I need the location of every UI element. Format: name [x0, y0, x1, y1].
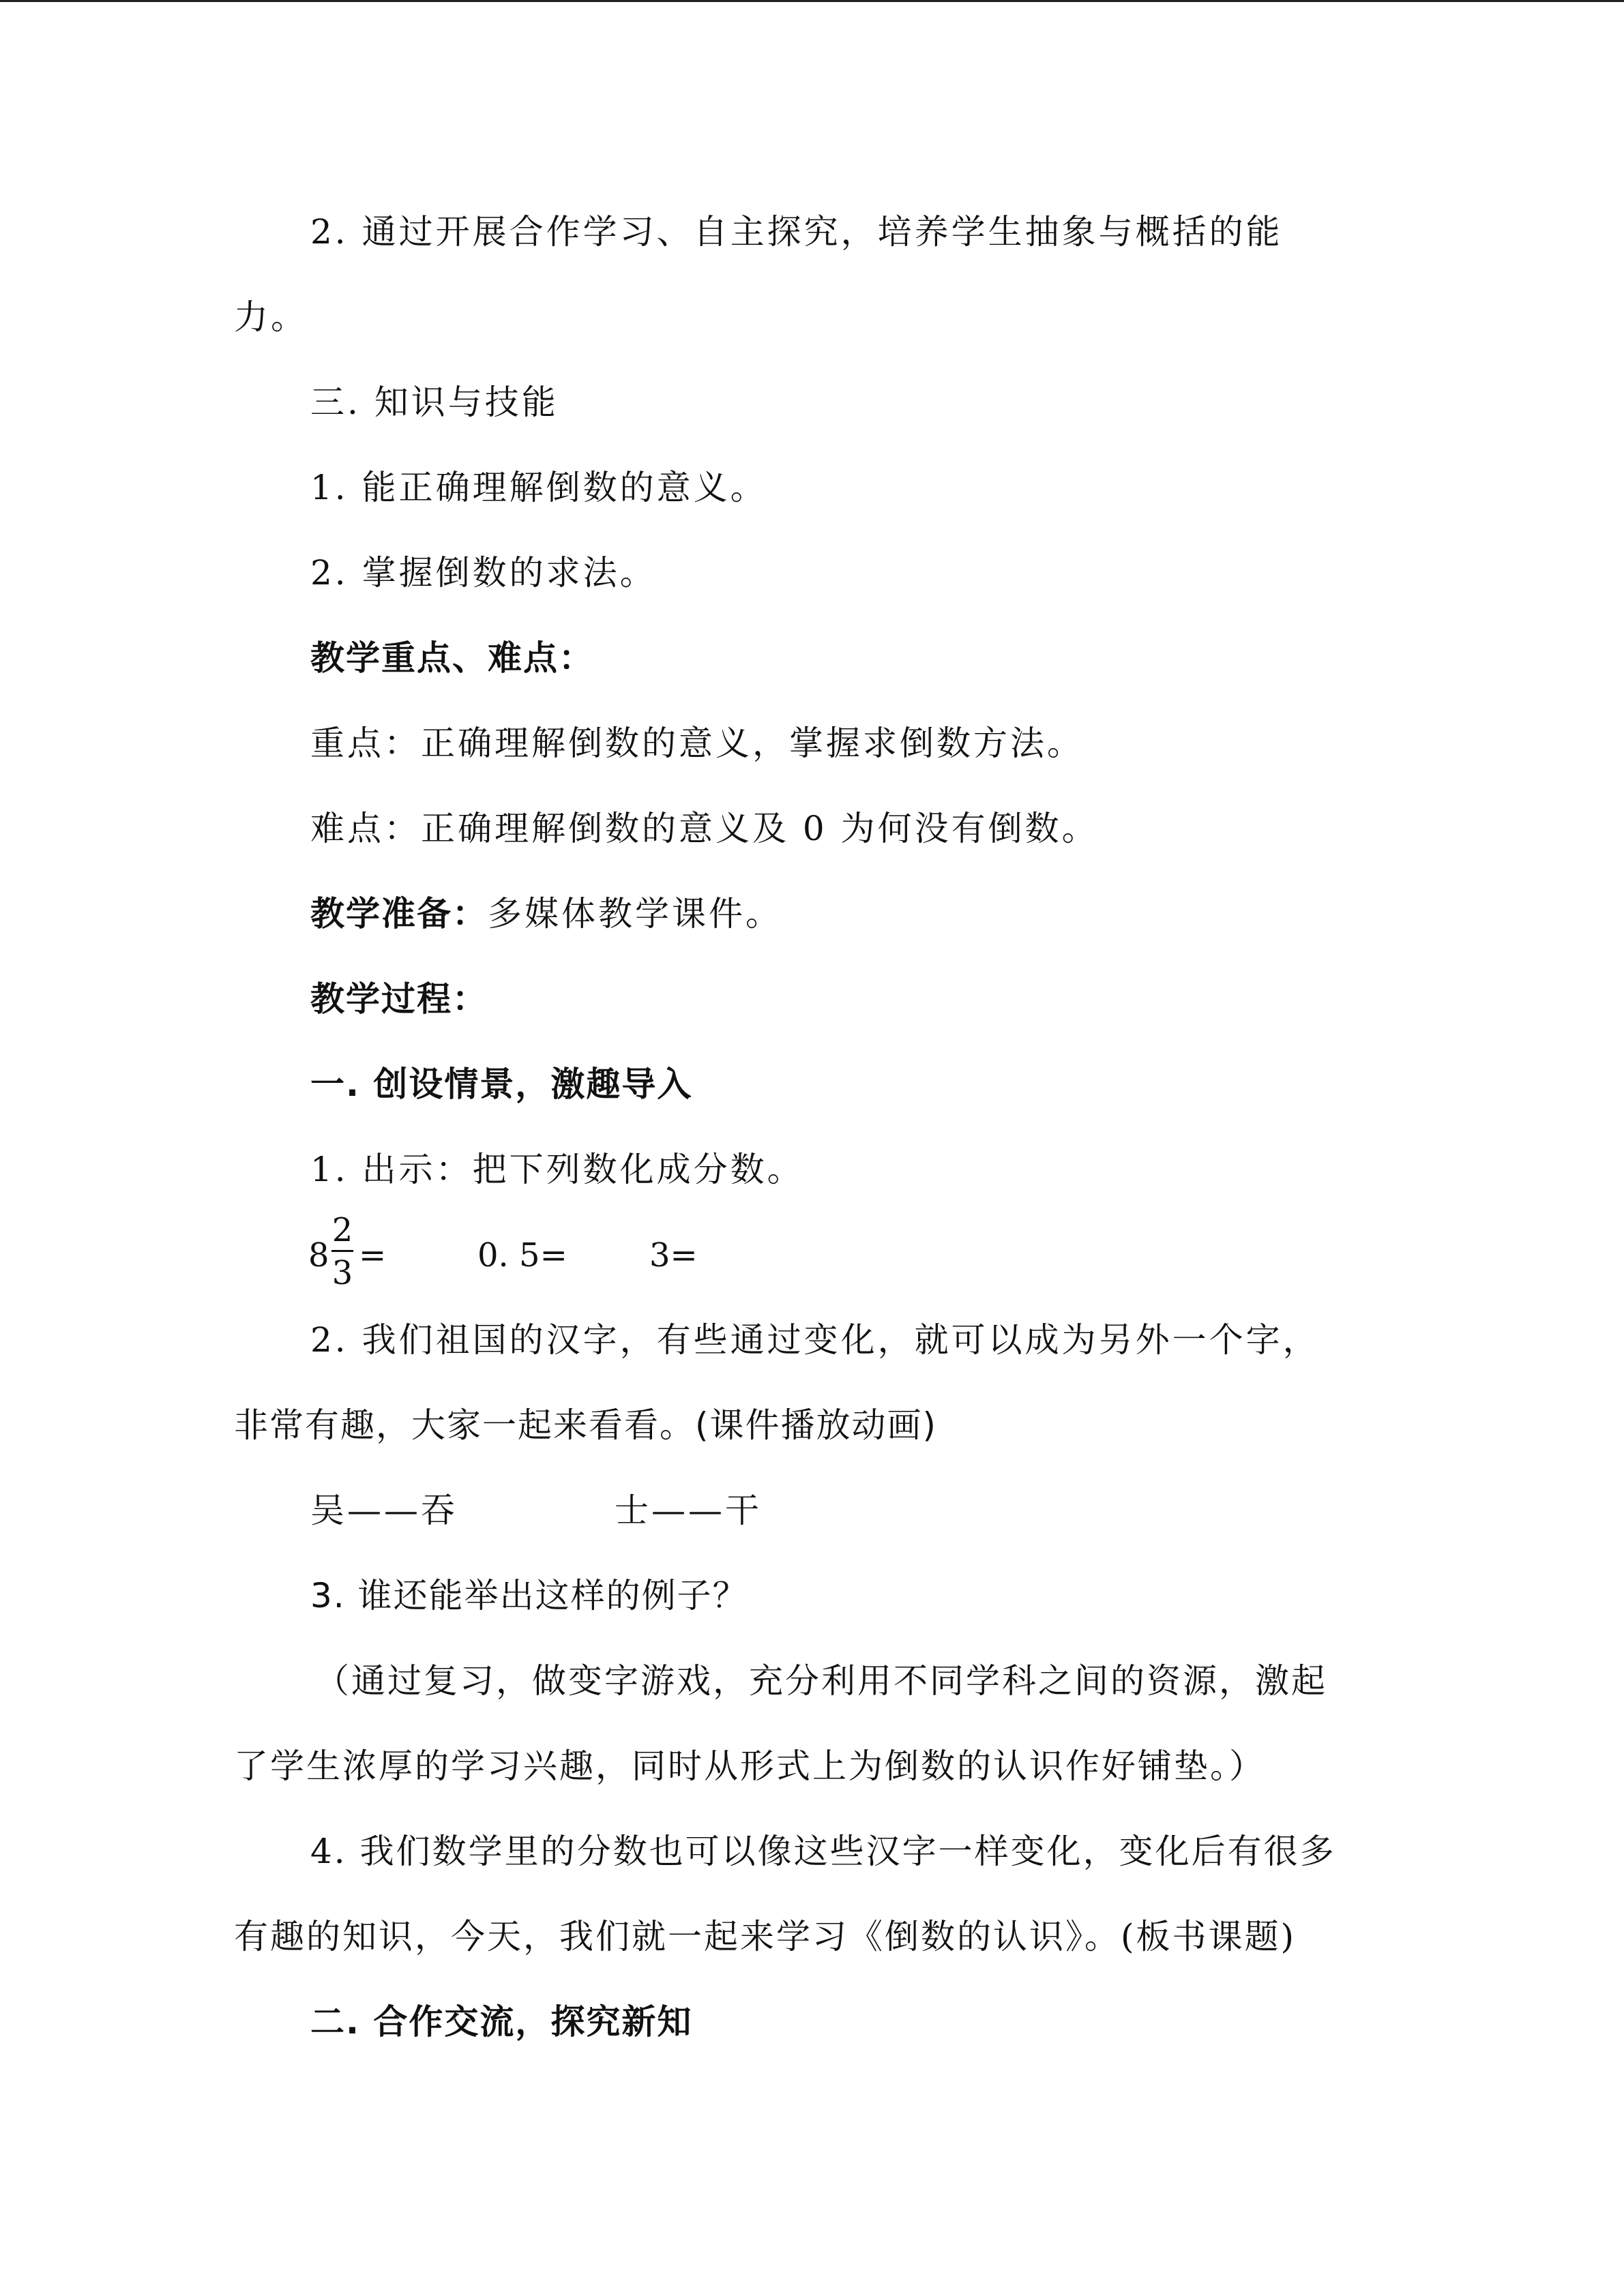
mixed-number-whole: 8	[308, 1236, 329, 1274]
skill-item-2: 2. 掌握倒数的求法。	[310, 553, 657, 593]
part-2-heading: 二. 合作交流，探究新知	[310, 2002, 693, 2042]
step-4-line-2: 有趣的知识，今天，我们就一起来学习《倒数的认识》。(板书课题)	[234, 1917, 1297, 1956]
character-pair-2: 士——干	[615, 1491, 762, 1530]
step-3: 3. 谁还能举出这样的例子？	[310, 1576, 748, 1615]
mixed-number-equals: =	[359, 1236, 387, 1274]
step-1: 1. 出示：把下列数化成分数。	[310, 1150, 804, 1189]
fraction-denominator: 3	[331, 1254, 353, 1292]
decimal-item: 0. 5=	[477, 1236, 567, 1274]
note-line-1: （通过复习，做变字游戏，充分利用不同学科之间的资源，激起	[315, 1661, 1327, 1701]
preparation-line	[310, 893, 782, 934]
integer-item: 3=	[649, 1236, 698, 1274]
process-heading: 教学过程：	[310, 979, 488, 1019]
part-1-heading: 一. 创设情景，激趣导入	[310, 1064, 693, 1104]
page-top-border	[0, 0, 1624, 2]
preparation-value: 多媒体教学课件。	[488, 894, 782, 934]
fraction-numerator: 2	[331, 1211, 353, 1249]
step-4-line-1: 4. 我们数学里的分数也可以像这些汉字一样变化，变化后有很多	[310, 1832, 1336, 1871]
key-point-difficulty: 难点：正确理解倒数的意义及 0 为何没有倒数。	[310, 809, 1099, 848]
goal-item-2-line-1: 2. 通过开展合作学习、自主探究，培养学生抽象与概括的能	[310, 212, 1283, 252]
step-2-line-2: 非常有趣，大家一起来看看。(课件播放动画)	[234, 1405, 938, 1445]
section-3-heading: 三. 知识与技能	[310, 383, 559, 422]
character-pair-1: 吴——吞	[310, 1491, 458, 1530]
goal-item-2-line-2: 力。	[234, 297, 308, 337]
preparation-label: 教学准备：	[310, 894, 488, 934]
key-points-heading: 教学重点、难点：	[310, 638, 594, 678]
skill-item-1: 1. 能正确理解倒数的意义。	[310, 468, 767, 507]
character-pairs	[310, 1490, 762, 1531]
step-2-line-1: 2. 我们祖国的汉字，有些通过变化，就可以成为另外一个字，	[310, 1320, 1320, 1360]
mixed-number-fraction	[329, 1210, 356, 1294]
key-point-focus: 重点：正确理解倒数的意义，掌握求倒数方法。	[310, 724, 1084, 763]
note-line-2: 了学生浓厚的学习兴趣，同时从形式上为倒数的认识作好铺垫。）	[234, 1746, 1265, 1786]
